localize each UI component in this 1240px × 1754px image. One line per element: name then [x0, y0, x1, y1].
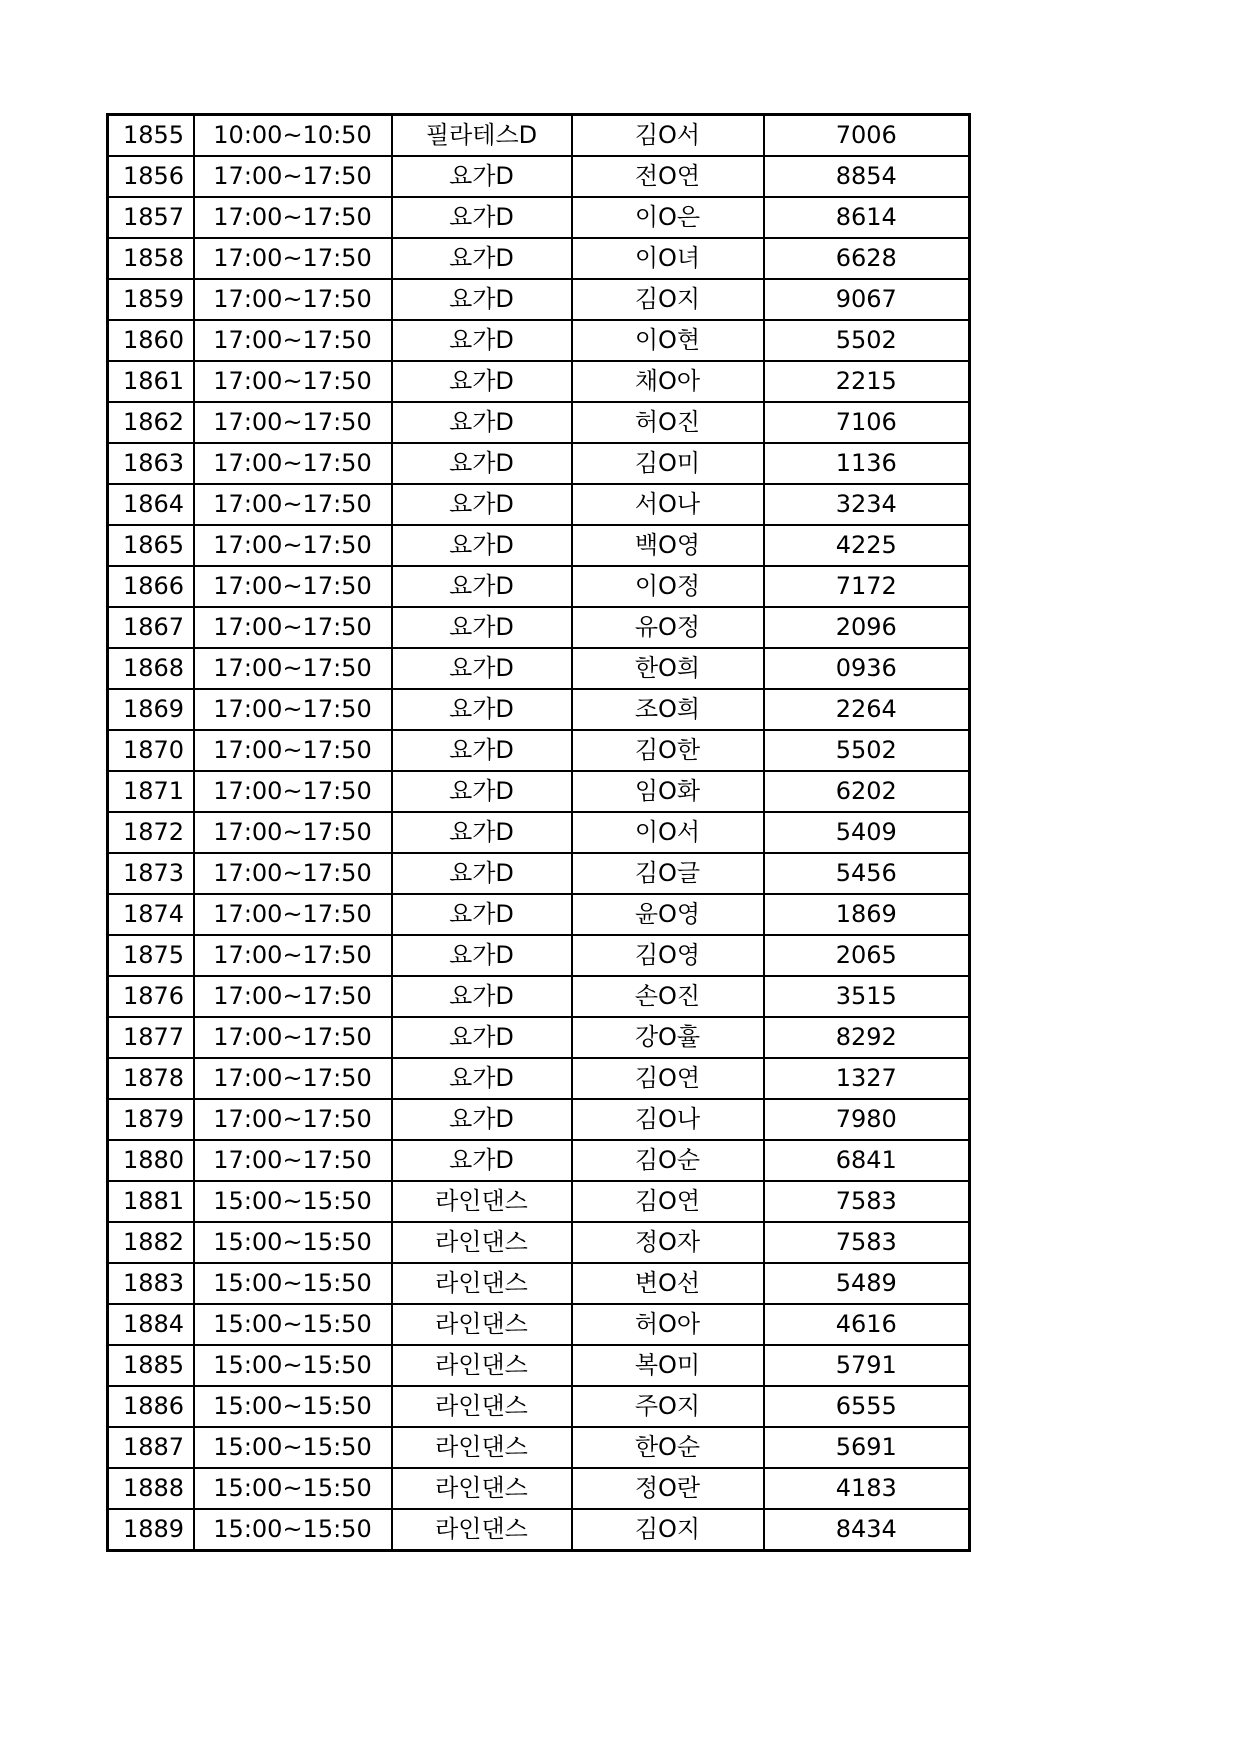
class-time-cell: 17:00~17:50 [194, 361, 392, 402]
class-time-cell: 17:00~17:50 [194, 320, 392, 361]
member-code-cell: 4616 [764, 1304, 970, 1345]
table-row [108, 771, 970, 812]
member-name-cell: 김O한 [572, 730, 764, 771]
member-code-cell: 8614 [764, 197, 970, 238]
class-time-cell: 17:00~17:50 [194, 935, 392, 976]
member-name-cell: 김O영 [572, 935, 764, 976]
roster-sheet [106, 113, 968, 1552]
class-time-cell: 17:00~17:50 [194, 279, 392, 320]
member-name-cell: 백O영 [572, 525, 764, 566]
class-name-cell: 라인댄스 [392, 1386, 572, 1427]
class-time-cell: 17:00~17:50 [194, 566, 392, 607]
table-row [108, 976, 970, 1017]
class-name-cell: 요가D [392, 1058, 572, 1099]
member-code-cell: 6628 [764, 238, 970, 279]
class-time-cell: 17:00~17:50 [194, 1140, 392, 1181]
class-name-cell: 라인댄스 [392, 1468, 572, 1509]
class-time-cell: 15:00~15:50 [194, 1181, 392, 1222]
row-number-cell: 1862 [108, 402, 194, 443]
roster-table-body [108, 115, 970, 1551]
class-time-cell: 17:00~17:50 [194, 1058, 392, 1099]
member-code-cell: 6202 [764, 771, 970, 812]
class-name-cell: 요가D [392, 607, 572, 648]
table-row [108, 1017, 970, 1058]
member-code-cell: 2065 [764, 935, 970, 976]
class-time-cell: 17:00~17:50 [194, 484, 392, 525]
row-number-cell: 1872 [108, 812, 194, 853]
row-number-cell: 1876 [108, 976, 194, 1017]
class-time-cell: 17:00~17:50 [194, 525, 392, 566]
class-time-cell: 17:00~17:50 [194, 853, 392, 894]
table-row [108, 115, 970, 157]
member-code-cell: 8434 [764, 1509, 970, 1551]
class-time-cell: 15:00~15:50 [194, 1509, 392, 1551]
member-code-cell: 3234 [764, 484, 970, 525]
class-time-cell: 15:00~15:50 [194, 1304, 392, 1345]
member-code-cell: 8854 [764, 156, 970, 197]
member-name-cell: 허O아 [572, 1304, 764, 1345]
class-name-cell: 라인댄스 [392, 1181, 572, 1222]
table-row [108, 607, 970, 648]
class-time-cell: 17:00~17:50 [194, 812, 392, 853]
member-name-cell: 이O녀 [572, 238, 764, 279]
row-number-cell: 1861 [108, 361, 194, 402]
class-time-cell: 17:00~17:50 [194, 648, 392, 689]
member-name-cell: 채O아 [572, 361, 764, 402]
row-number-cell: 1885 [108, 1345, 194, 1386]
class-name-cell: 요가D [392, 935, 572, 976]
member-code-cell: 5456 [764, 853, 970, 894]
member-code-cell: 2215 [764, 361, 970, 402]
member-code-cell: 7172 [764, 566, 970, 607]
row-number-cell: 1860 [108, 320, 194, 361]
table-row [108, 689, 970, 730]
table-row [108, 1099, 970, 1140]
row-number-cell: 1866 [108, 566, 194, 607]
row-number-cell: 1873 [108, 853, 194, 894]
row-number-cell: 1887 [108, 1427, 194, 1468]
class-name-cell: 요가D [392, 771, 572, 812]
table-row [108, 853, 970, 894]
member-name-cell: 서O나 [572, 484, 764, 525]
class-name-cell: 라인댄스 [392, 1427, 572, 1468]
class-name-cell: 요가D [392, 730, 572, 771]
class-name-cell: 라인댄스 [392, 1304, 572, 1345]
class-time-cell: 15:00~15:50 [194, 1345, 392, 1386]
member-code-cell: 4225 [764, 525, 970, 566]
member-code-cell: 2264 [764, 689, 970, 730]
class-name-cell: 요가D [392, 361, 572, 402]
class-time-cell: 17:00~17:50 [194, 402, 392, 443]
row-number-cell: 1875 [108, 935, 194, 976]
member-code-cell: 5502 [764, 320, 970, 361]
table-row [108, 320, 970, 361]
class-time-cell: 17:00~17:50 [194, 894, 392, 935]
member-name-cell: 김O글 [572, 853, 764, 894]
class-name-cell: 요가D [392, 525, 572, 566]
roster-table [106, 113, 971, 1552]
class-time-cell: 17:00~17:50 [194, 771, 392, 812]
table-row [108, 935, 970, 976]
class-time-cell: 17:00~17:50 [194, 1099, 392, 1140]
member-name-cell: 이O정 [572, 566, 764, 607]
member-name-cell: 이O은 [572, 197, 764, 238]
member-name-cell: 김O순 [572, 1140, 764, 1181]
member-code-cell: 8292 [764, 1017, 970, 1058]
member-name-cell: 한O순 [572, 1427, 764, 1468]
class-name-cell: 요가D [392, 156, 572, 197]
class-time-cell: 10:00~10:50 [194, 115, 392, 157]
table-row [108, 1058, 970, 1099]
class-name-cell: 요가D [392, 320, 572, 361]
row-number-cell: 1856 [108, 156, 194, 197]
table-row [108, 1468, 970, 1509]
table-row [108, 1304, 970, 1345]
member-name-cell: 이O현 [572, 320, 764, 361]
row-number-cell: 1869 [108, 689, 194, 730]
table-row [108, 1181, 970, 1222]
class-name-cell: 요가D [392, 689, 572, 730]
member-name-cell: 이O서 [572, 812, 764, 853]
table-row [108, 1222, 970, 1263]
class-name-cell: 라인댄스 [392, 1263, 572, 1304]
row-number-cell: 1886 [108, 1386, 194, 1427]
row-number-cell: 1880 [108, 1140, 194, 1181]
member-code-cell: 7583 [764, 1181, 970, 1222]
class-name-cell: 요가D [392, 443, 572, 484]
member-code-cell: 3515 [764, 976, 970, 1017]
member-name-cell: 한O희 [572, 648, 764, 689]
row-number-cell: 1889 [108, 1509, 194, 1551]
table-row [108, 361, 970, 402]
member-name-cell: 강O휼 [572, 1017, 764, 1058]
table-row [108, 1345, 970, 1386]
member-name-cell: 조O희 [572, 689, 764, 730]
member-name-cell: 변O선 [572, 1263, 764, 1304]
member-code-cell: 7006 [764, 115, 970, 157]
class-time-cell: 15:00~15:50 [194, 1427, 392, 1468]
table-row [108, 156, 970, 197]
row-number-cell: 1871 [108, 771, 194, 812]
row-number-cell: 1877 [108, 1017, 194, 1058]
class-name-cell: 요가D [392, 197, 572, 238]
class-name-cell: 요가D [392, 1140, 572, 1181]
class-time-cell: 17:00~17:50 [194, 238, 392, 279]
member-code-cell: 5791 [764, 1345, 970, 1386]
row-number-cell: 1859 [108, 279, 194, 320]
table-row [108, 525, 970, 566]
class-time-cell: 17:00~17:50 [194, 607, 392, 648]
member-code-cell: 7106 [764, 402, 970, 443]
row-number-cell: 1879 [108, 1099, 194, 1140]
row-number-cell: 1884 [108, 1304, 194, 1345]
class-time-cell: 15:00~15:50 [194, 1222, 392, 1263]
member-code-cell: 1869 [764, 894, 970, 935]
class-time-cell: 15:00~15:50 [194, 1386, 392, 1427]
row-number-cell: 1863 [108, 443, 194, 484]
row-number-cell: 1858 [108, 238, 194, 279]
member-name-cell: 김O지 [572, 1509, 764, 1551]
class-name-cell: 요가D [392, 1099, 572, 1140]
class-time-cell: 17:00~17:50 [194, 976, 392, 1017]
table-row [108, 648, 970, 689]
row-number-cell: 1878 [108, 1058, 194, 1099]
row-number-cell: 1864 [108, 484, 194, 525]
member-name-cell: 임O화 [572, 771, 764, 812]
row-number-cell: 1874 [108, 894, 194, 935]
member-name-cell: 전O연 [572, 156, 764, 197]
member-name-cell: 주O지 [572, 1386, 764, 1427]
row-number-cell: 1870 [108, 730, 194, 771]
table-row [108, 402, 970, 443]
member-name-cell: 윤O영 [572, 894, 764, 935]
table-row [108, 484, 970, 525]
class-name-cell: 필라테스D [392, 115, 572, 157]
member-code-cell: 7583 [764, 1222, 970, 1263]
member-code-cell: 7980 [764, 1099, 970, 1140]
member-code-cell: 6555 [764, 1386, 970, 1427]
table-row [108, 812, 970, 853]
class-name-cell: 라인댄스 [392, 1509, 572, 1551]
row-number-cell: 1882 [108, 1222, 194, 1263]
table-row [108, 1386, 970, 1427]
member-code-cell: 5489 [764, 1263, 970, 1304]
class-name-cell: 요가D [392, 484, 572, 525]
table-row [108, 197, 970, 238]
class-name-cell: 요가D [392, 238, 572, 279]
row-number-cell: 1868 [108, 648, 194, 689]
class-time-cell: 15:00~15:50 [194, 1263, 392, 1304]
member-name-cell: 유O정 [572, 607, 764, 648]
class-name-cell: 요가D [392, 976, 572, 1017]
row-number-cell: 1857 [108, 197, 194, 238]
member-name-cell: 복O미 [572, 1345, 764, 1386]
member-code-cell: 5691 [764, 1427, 970, 1468]
class-name-cell: 요가D [392, 853, 572, 894]
class-time-cell: 17:00~17:50 [194, 730, 392, 771]
table-row [108, 1509, 970, 1551]
class-name-cell: 요가D [392, 812, 572, 853]
member-name-cell: 정O자 [572, 1222, 764, 1263]
class-time-cell: 17:00~17:50 [194, 443, 392, 484]
member-name-cell: 정O란 [572, 1468, 764, 1509]
class-name-cell: 라인댄스 [392, 1345, 572, 1386]
class-name-cell: 요가D [392, 1017, 572, 1058]
table-row [108, 1263, 970, 1304]
member-name-cell: 김O지 [572, 279, 764, 320]
class-name-cell: 라인댄스 [392, 1222, 572, 1263]
row-number-cell: 1888 [108, 1468, 194, 1509]
table-row [108, 894, 970, 935]
member-name-cell: 김O연 [572, 1058, 764, 1099]
class-name-cell: 요가D [392, 279, 572, 320]
member-name-cell: 손O진 [572, 976, 764, 1017]
member-name-cell: 허O진 [572, 402, 764, 443]
row-number-cell: 1867 [108, 607, 194, 648]
class-name-cell: 요가D [392, 402, 572, 443]
member-name-cell: 김O미 [572, 443, 764, 484]
member-code-cell: 1136 [764, 443, 970, 484]
member-code-cell: 2096 [764, 607, 970, 648]
table-row [108, 238, 970, 279]
member-name-cell: 김O서 [572, 115, 764, 157]
class-time-cell: 17:00~17:50 [194, 156, 392, 197]
row-number-cell: 1855 [108, 115, 194, 157]
class-time-cell: 17:00~17:50 [194, 197, 392, 238]
table-row [108, 730, 970, 771]
row-number-cell: 1881 [108, 1181, 194, 1222]
class-time-cell: 17:00~17:50 [194, 689, 392, 730]
table-row [108, 566, 970, 607]
member-code-cell: 4183 [764, 1468, 970, 1509]
class-name-cell: 요가D [392, 566, 572, 607]
class-time-cell: 17:00~17:50 [194, 1017, 392, 1058]
member-code-cell: 1327 [764, 1058, 970, 1099]
member-code-cell: 6841 [764, 1140, 970, 1181]
class-name-cell: 요가D [392, 894, 572, 935]
table-row [108, 279, 970, 320]
member-name-cell: 김O연 [572, 1181, 764, 1222]
row-number-cell: 1865 [108, 525, 194, 566]
member-code-cell: 5502 [764, 730, 970, 771]
class-time-cell: 15:00~15:50 [194, 1468, 392, 1509]
member-code-cell: 5409 [764, 812, 970, 853]
row-number-cell: 1883 [108, 1263, 194, 1304]
table-row [108, 1427, 970, 1468]
member-code-cell: 0936 [764, 648, 970, 689]
table-row [108, 443, 970, 484]
class-name-cell: 요가D [392, 648, 572, 689]
member-name-cell: 김O나 [572, 1099, 764, 1140]
member-code-cell: 9067 [764, 279, 970, 320]
table-row [108, 1140, 970, 1181]
